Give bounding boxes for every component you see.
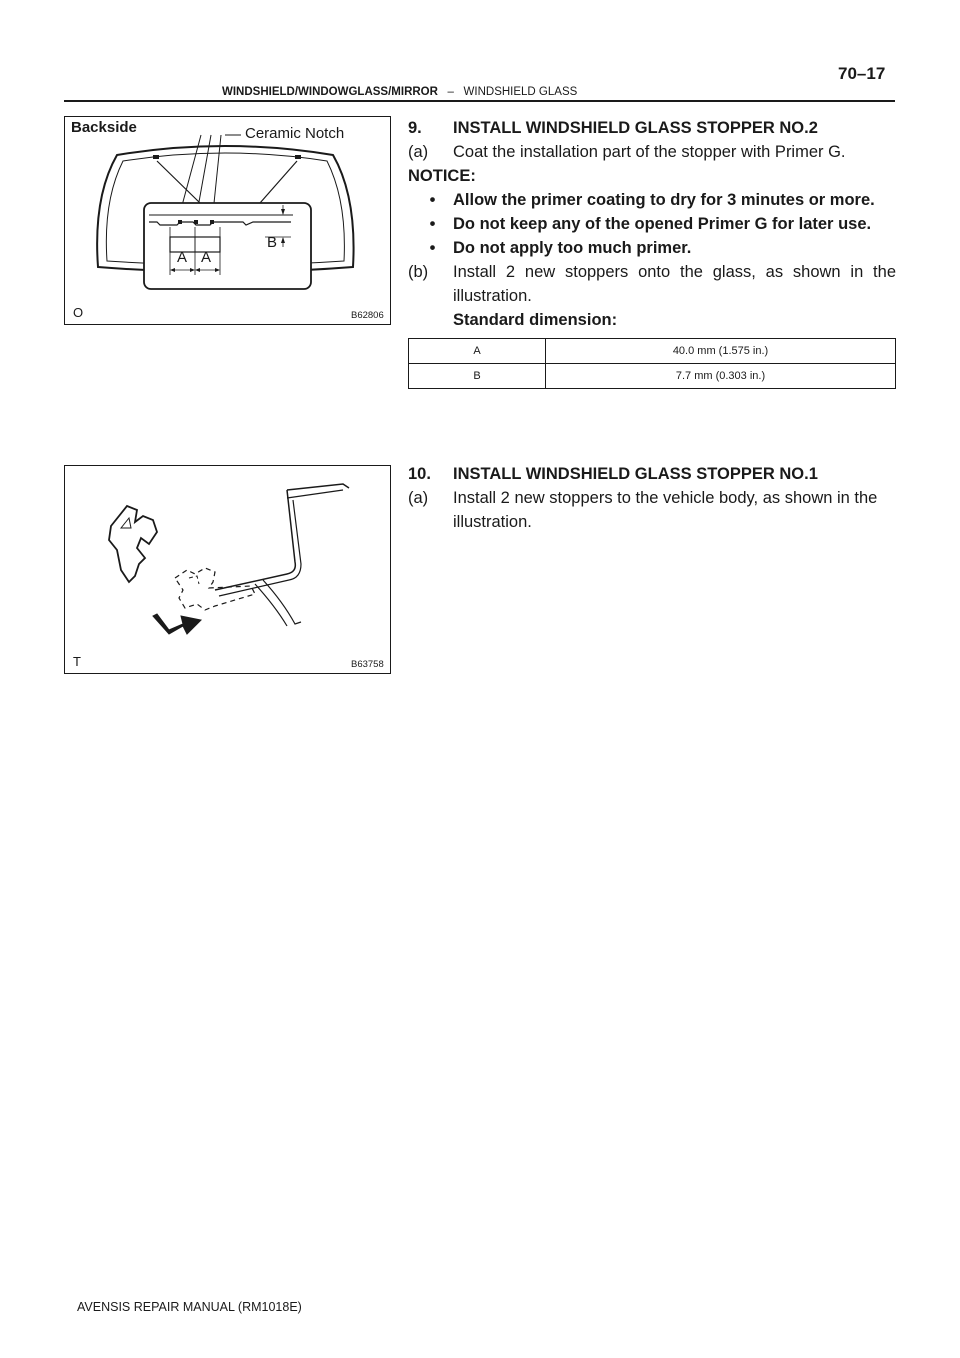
- step9-section: [408, 116, 896, 389]
- table-row: [409, 364, 896, 389]
- notice-bullet-2: [408, 212, 896, 236]
- notice-bullet-text: Allow the primer coating to dry for 3 minutes or more.: [453, 191, 875, 209]
- header-subsection: WINDSHIELD GLASS: [463, 86, 578, 98]
- figure2-corner-mark: T: [73, 654, 81, 669]
- body-stopper-figure: [64, 465, 391, 674]
- dimension-a-label-left: A: [177, 249, 188, 266]
- step9-substep-a-label: (a): [408, 143, 429, 161]
- bullet-symbol: •: [429, 215, 436, 233]
- step10-title: [408, 462, 896, 486]
- table-row: [409, 339, 896, 364]
- step10-substep-a-label: (a): [408, 489, 429, 507]
- step9-number: 9.: [408, 119, 422, 137]
- header-section: WINDSHIELD/WINDOWGLASS/MIRROR: [222, 86, 438, 98]
- figure2-code: B63758: [351, 659, 384, 670]
- notice-bullet-1: [408, 188, 896, 212]
- step9-substep-a: [408, 140, 896, 164]
- table-value-cell: 40.0 mm (1.575 in.): [546, 339, 896, 364]
- step9-title: [408, 116, 896, 140]
- bullet-symbol: •: [429, 239, 436, 257]
- footer-text: AVENSIS REPAIR MANUAL (RM1018E): [77, 1300, 302, 1314]
- step10-substep-a: [408, 486, 896, 534]
- dimension-b-label: B: [267, 234, 278, 251]
- step10-substep-a-text: Install 2 new stoppers to the vehicle body, as shown in the illustration.: [453, 489, 878, 531]
- notice-bullet-3: [408, 236, 896, 260]
- windshield-stopper-figure: [64, 116, 391, 325]
- table-key-cell: A: [409, 339, 546, 364]
- standard-dimension-table: [408, 338, 896, 389]
- header-title: [222, 86, 577, 98]
- step9-title-text: INSTALL WINDSHIELD GLASS STOPPER NO.2: [453, 119, 818, 137]
- bullet-symbol: •: [429, 191, 436, 209]
- table-value-cell: 7.7 mm (0.303 in.): [546, 364, 896, 389]
- page-number: 70–17: [838, 64, 886, 83]
- ceramic-notch-label: Ceramic Notch: [245, 125, 345, 142]
- step10-section: [408, 462, 896, 534]
- step10-number: 10.: [408, 465, 431, 483]
- header-rule: [64, 100, 895, 102]
- dimension-a-label-right: A: [201, 249, 212, 266]
- windshield-illustration: [65, 117, 390, 324]
- step9-substep-b-text: Install 2 new stoppers onto the glass, as shown in the illustration.: [453, 263, 896, 305]
- body-stopper-illustration: [65, 466, 390, 673]
- notice-title: NOTICE:: [408, 167, 476, 185]
- header-separator: –: [447, 86, 454, 98]
- step10-title-text: INSTALL WINDSHIELD GLASS STOPPER NO.1: [453, 465, 818, 483]
- step9-substep-a-text: Coat the installation part of the stopper with Primer G.: [453, 143, 846, 161]
- backside-label: Backside: [71, 119, 137, 136]
- notice-bullet-text: Do not keep any of the opened Primer G for later use.: [453, 215, 872, 233]
- notice-bullet-text: Do not apply too much primer.: [453, 239, 692, 257]
- table-key-cell: B: [409, 364, 546, 389]
- step9-substep-b: [408, 260, 896, 308]
- figure1-corner-mark: O: [73, 305, 84, 320]
- figure1-code: B62806: [351, 310, 384, 321]
- step9-substep-b-label: (b): [408, 263, 429, 281]
- standard-dimension-title: Standard dimension:: [453, 311, 618, 329]
